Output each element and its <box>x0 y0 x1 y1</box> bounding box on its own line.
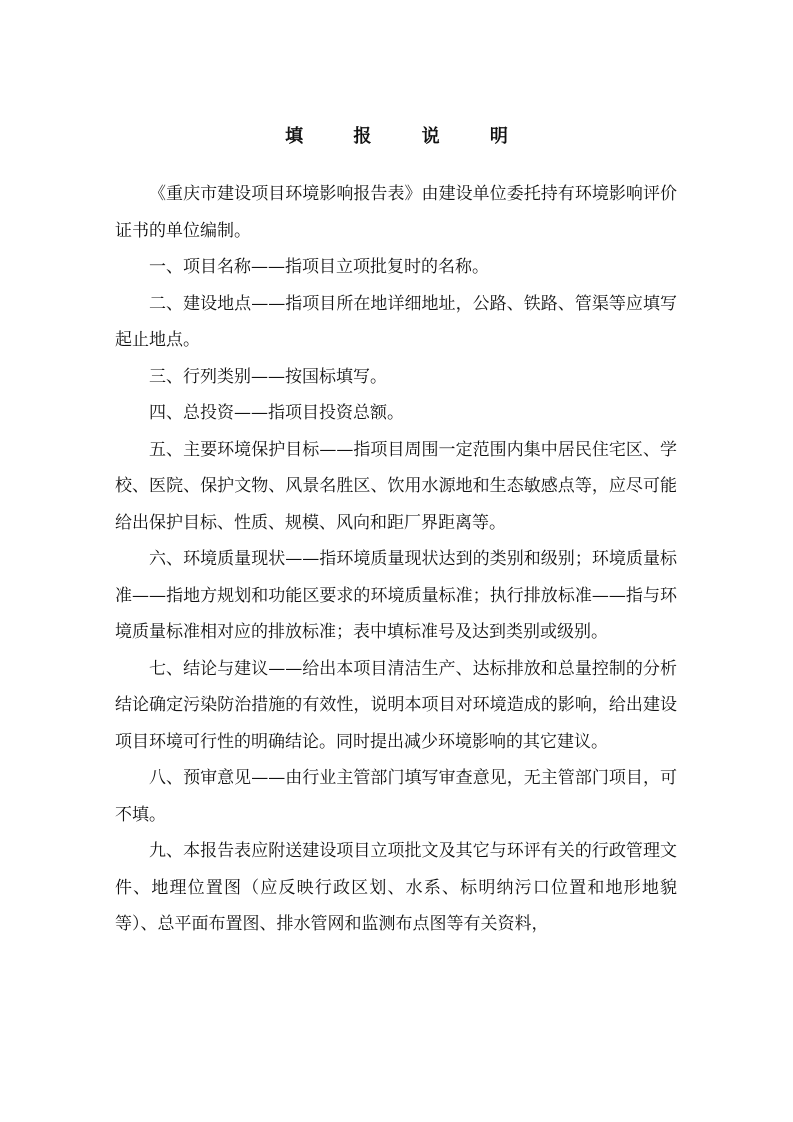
paragraph-intro: 《重庆市建设项目环境影响报告表》由建设单位委托持有环境影响评价证书的单位编制。 <box>115 184 677 241</box>
paragraph-conclusions: 七、结论与建议——给出本项目清洁生产、达标排放和总量控制的分析结论确定污染防治措施的有效性，说明本项目对环境造成的影响，给出建设项目环境可行性的明确结论。同时提出减少环境影响的其它建议。 <box>115 658 677 752</box>
document-body <box>115 176 677 943</box>
paragraph-project-name: 一、项目名称——指项目立项批复时的名称。 <box>149 257 489 277</box>
paragraph-industry-category: 三、行列类别——按国标填写。 <box>149 366 387 387</box>
paragraph-construction-site: 二、建设地点——指项目所在地详细地址，公路、铁路、管渠等应填写起止地点。 <box>115 293 677 350</box>
paragraph-protection-targets: 五、主要环境保护目标——指项目周围一定范围内集中居民住宅区、学校、医院、保护文物、风景名胜区、饮用水源地和生态敏感点等，应尽可能给出保护目标、性质、规模、风向和距厂界距离等。 <box>115 439 677 533</box>
paragraph-environmental-quality: 六、环境质量现状——指环境质量现状达到的类别和级别；环境质量标准——指地方规划和功能区要求的环境质量标准；执行排放标准——指与环境质量标准相对应的排放标准；表中填标准号及达到类别或级别。 <box>115 549 677 642</box>
paragraph-attachments: 九、本报告表应附送建设项目立项批文及其它与环评有关的行政管理文件、地理位置图（应反映行政区划、水系、标明纳污口位置和地形地貌等）、总平面布置图、排水管网和监测布点图等有关资料， <box>115 841 677 934</box>
paragraph-total-investment: 四、总投资——指项目投资总额。 <box>149 403 404 423</box>
page-title: 填 报 说 明 <box>285 126 530 147</box>
paragraph-pre-review: 八、预审意见——由行业主管部门填写审查意见，无主管部门项目，可不填。 <box>115 768 677 825</box>
